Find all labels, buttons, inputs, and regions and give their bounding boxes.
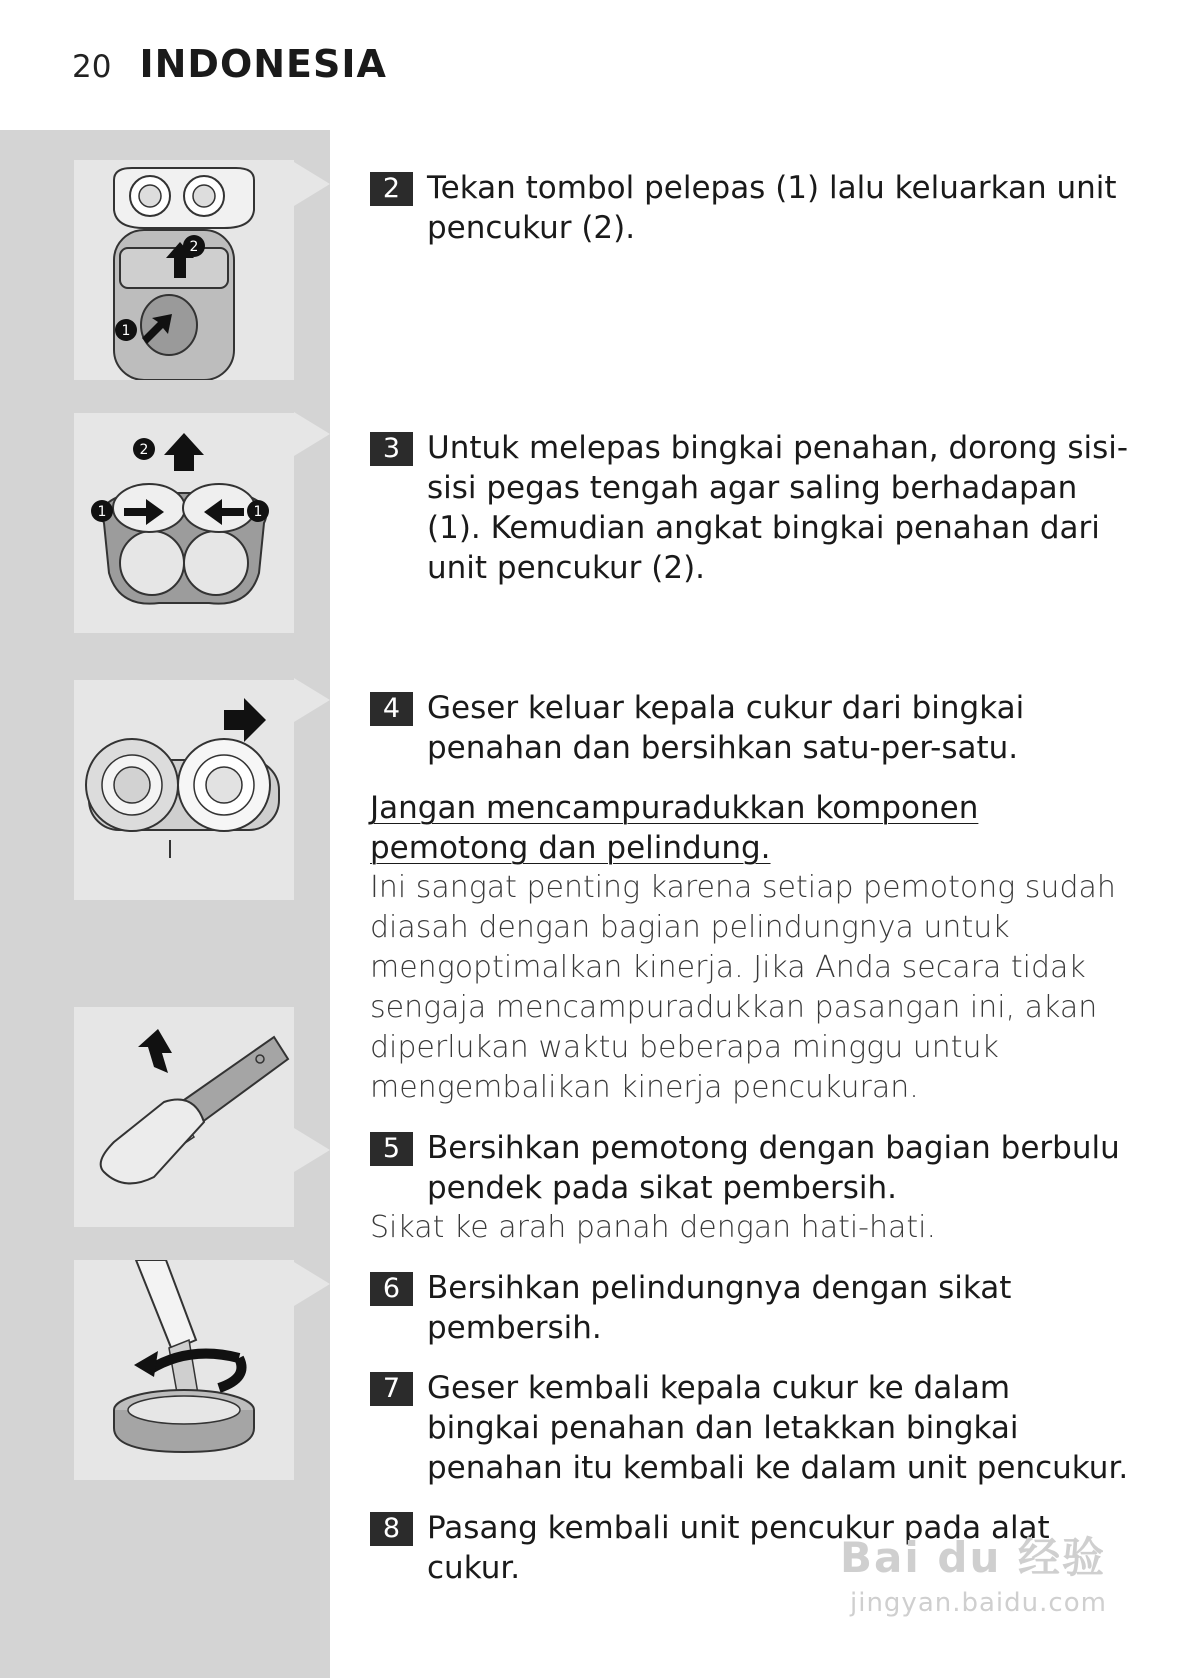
illustration-retaining-frame xyxy=(74,413,294,633)
callout-1: 1 xyxy=(97,504,107,520)
step-number: 5 xyxy=(370,1132,413,1166)
step-number: 6 xyxy=(370,1272,413,1306)
section-title: INDONESIA xyxy=(139,42,387,86)
panel-pointer xyxy=(294,412,330,456)
watermark-logo: Bai du 经验 xyxy=(840,1533,1106,1582)
illustration-remove-shaving-unit xyxy=(74,160,294,380)
step-number: 7 xyxy=(370,1372,413,1406)
panel-pointer xyxy=(294,1262,330,1306)
illustration-brush-guard xyxy=(74,1260,294,1480)
panel-pointer xyxy=(294,1128,330,1172)
step-text: Bersihkan pemotong dengan bagian berbulu pendek pada sikat pembersih. xyxy=(427,1130,1120,1206)
step-3 xyxy=(370,428,1130,588)
step-5-note: Sikat ke arah panah dengan hati-hati. xyxy=(370,1210,937,1245)
step-2 xyxy=(370,168,1130,248)
step-text: Untuk melepas bingkai penahan, dorong sisi-sisi pegas tengah agar saling berhadapan (1). Kemudian angkat bingkai penahan dari unit pencukur (2). xyxy=(427,430,1129,586)
step-text: Geser kembali kepala cukur ke dalam bingkai penahan dan letakkan bingkai penahan itu kembali ke dalam unit pencukur. xyxy=(427,1370,1129,1486)
step-number: 3 xyxy=(370,432,413,466)
step-4 xyxy=(370,688,1130,768)
panel-pointer xyxy=(294,678,330,722)
warning-heading: Jangan mencampuradukkan komponen pemotong dan pelindung. xyxy=(370,790,979,866)
step-text: Bersihkan pelindungnya dengan sikat pembersih. xyxy=(427,1270,1012,1346)
step-5 xyxy=(370,1128,1130,1208)
step-6 xyxy=(370,1268,1130,1348)
callout-1: 1 xyxy=(121,323,131,339)
callout-1: 1 xyxy=(253,504,263,520)
step-7 xyxy=(370,1368,1130,1488)
step-number: 2 xyxy=(370,172,413,206)
callout-2: 2 xyxy=(139,442,149,458)
warning-body: Ini sangat penting karena setiap pemotong sudah diasah dengan bagian pelindungnya untuk mengoptimalkan kinerja. Jika Anda secara tidak sengaja mencampuradukkan pasangan ini, akan diperlukan waktu beberapa minggu untuk mengembalikan kinerja pencukuran. xyxy=(370,870,1116,1105)
watermark-url: jingyan.baidu.com xyxy=(850,1588,1107,1618)
step-text: Tekan tombol pelepas (1) lalu keluarkan unit pencukur (2). xyxy=(427,170,1117,246)
page-number: 20 xyxy=(72,49,112,85)
step-number: 8 xyxy=(370,1512,413,1546)
illustration-brush-cutter xyxy=(74,1007,294,1227)
illustration-shaving-heads xyxy=(74,680,294,900)
page-header xyxy=(72,42,387,92)
step-text: Pasang kembali unit pencukur pada alat cukur. xyxy=(427,1510,1050,1586)
step-text: Geser keluar kepala cukur dari bingkai penahan dan bersihkan satu-per-satu. xyxy=(427,690,1025,766)
panel-pointer xyxy=(294,162,330,206)
step-number: 4 xyxy=(370,692,413,726)
callout-2: 2 xyxy=(189,239,199,255)
warning-note xyxy=(370,788,1130,868)
